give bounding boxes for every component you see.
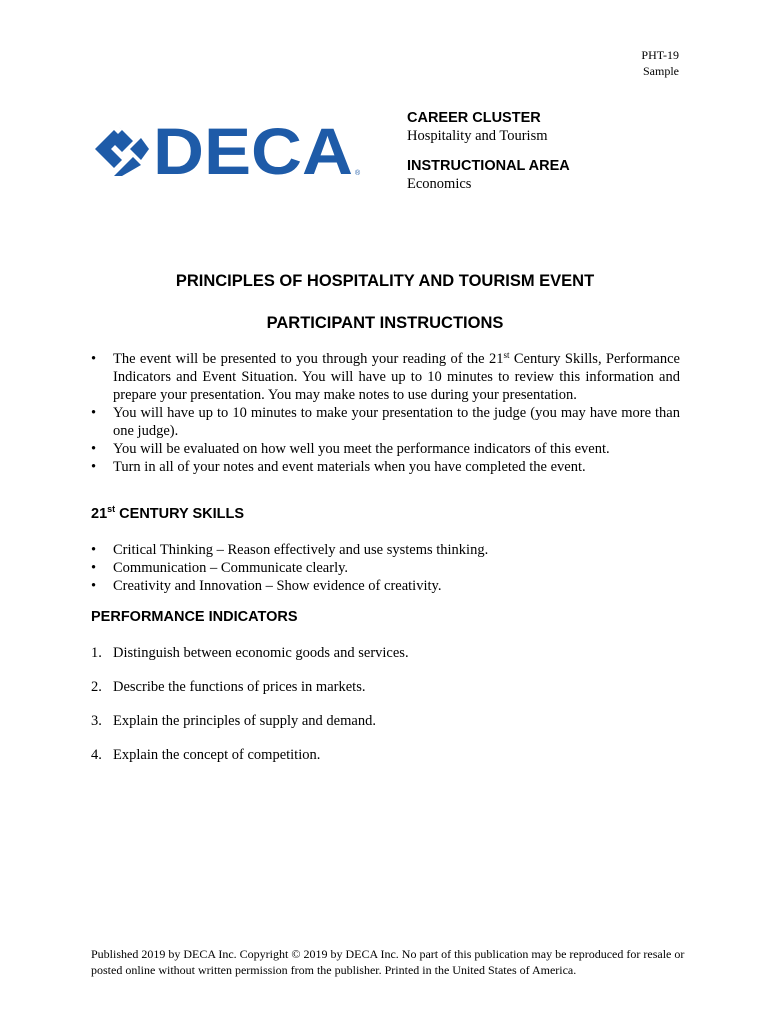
- copyright-footer: Published 2019 by DECA Inc. Copyright © 2019 by DECA Inc. No part of this publication may be reproduced for resale or posted online without written permission from the publisher. Printed in the United States of America.: [91, 947, 685, 977]
- bullet-icon: •: [91, 542, 97, 558]
- bullet-icon: •: [91, 578, 97, 594]
- bullet-icon: •: [91, 560, 97, 576]
- list-item: 3. Explain the principles of supply and demand.: [91, 713, 376, 729]
- logo-diamond-piece-left: [95, 130, 122, 168]
- logo-trademark: ®: [355, 170, 361, 177]
- bullet-icon: •: [91, 459, 97, 475]
- instructions-list: [91, 350, 680, 476]
- list-item: • You will have up to 10 minutes to make your presentation to the judge (you may have more than one judge).: [91, 405, 680, 439]
- performance-indicators-heading: PERFORMANCE INDICATORS: [91, 609, 298, 625]
- deca-logo: [93, 120, 363, 178]
- event-code: PHT-19: [641, 48, 679, 62]
- instructions-title: PARTICIPANT INSTRUCTIONS: [266, 314, 504, 332]
- career-cluster-label: CAREER CLUSTER: [407, 110, 541, 126]
- instructional-area-label: INSTRUCTIONAL AREA: [407, 158, 570, 174]
- list-item: • Critical Thinking – Reason effectively and use systems thinking.: [91, 542, 489, 558]
- event-title: PRINCIPLES OF HOSPITALITY AND TOURISM EVENT: [175, 272, 595, 290]
- list-item: 4. Explain the concept of competition.: [91, 747, 321, 763]
- event-code-block: [641, 47, 679, 79]
- list-item: 1. Distinguish between economic goods and services.: [91, 645, 409, 661]
- list-item: 2. Describe the functions of prices in markets.: [91, 679, 366, 695]
- instructional-area-value: Economics: [407, 176, 472, 192]
- list-item: • Creativity and Innovation – Show evidence of creativity.: [91, 578, 442, 594]
- event-meta: [407, 109, 707, 193]
- skills-list: [91, 541, 680, 595]
- list-item: • Communication – Communicate clearly.: [91, 560, 349, 576]
- sample-label: Sample: [643, 64, 679, 78]
- skills-heading: 21st CENTURY SKILLS: [91, 504, 245, 522]
- performance-indicators-list: [91, 644, 680, 780]
- list-item: • The event will be presented to you through your reading of the 21st Century Skills, Performance Indicators and Event Situation. You will have up to 10 minutes to review this information and prepare your presentation. You may make notes to use during your presentation.: [91, 350, 680, 403]
- deca-logo-mark: [93, 120, 363, 178]
- list-item: • Turn in all of your notes and event materials when you have completed the event.: [91, 459, 586, 475]
- career-cluster-value: Hospitality and Tourism: [407, 128, 548, 144]
- list-item: • You will be evaluated on how well you meet the performance indicators of this event.: [91, 441, 610, 457]
- bullet-icon: •: [91, 441, 97, 457]
- bullet-icon: •: [91, 351, 97, 367]
- logo-diamond-piece-right: [130, 138, 149, 160]
- bullet-icon: •: [91, 405, 97, 421]
- logo-wordmark: DECA: [153, 120, 353, 178]
